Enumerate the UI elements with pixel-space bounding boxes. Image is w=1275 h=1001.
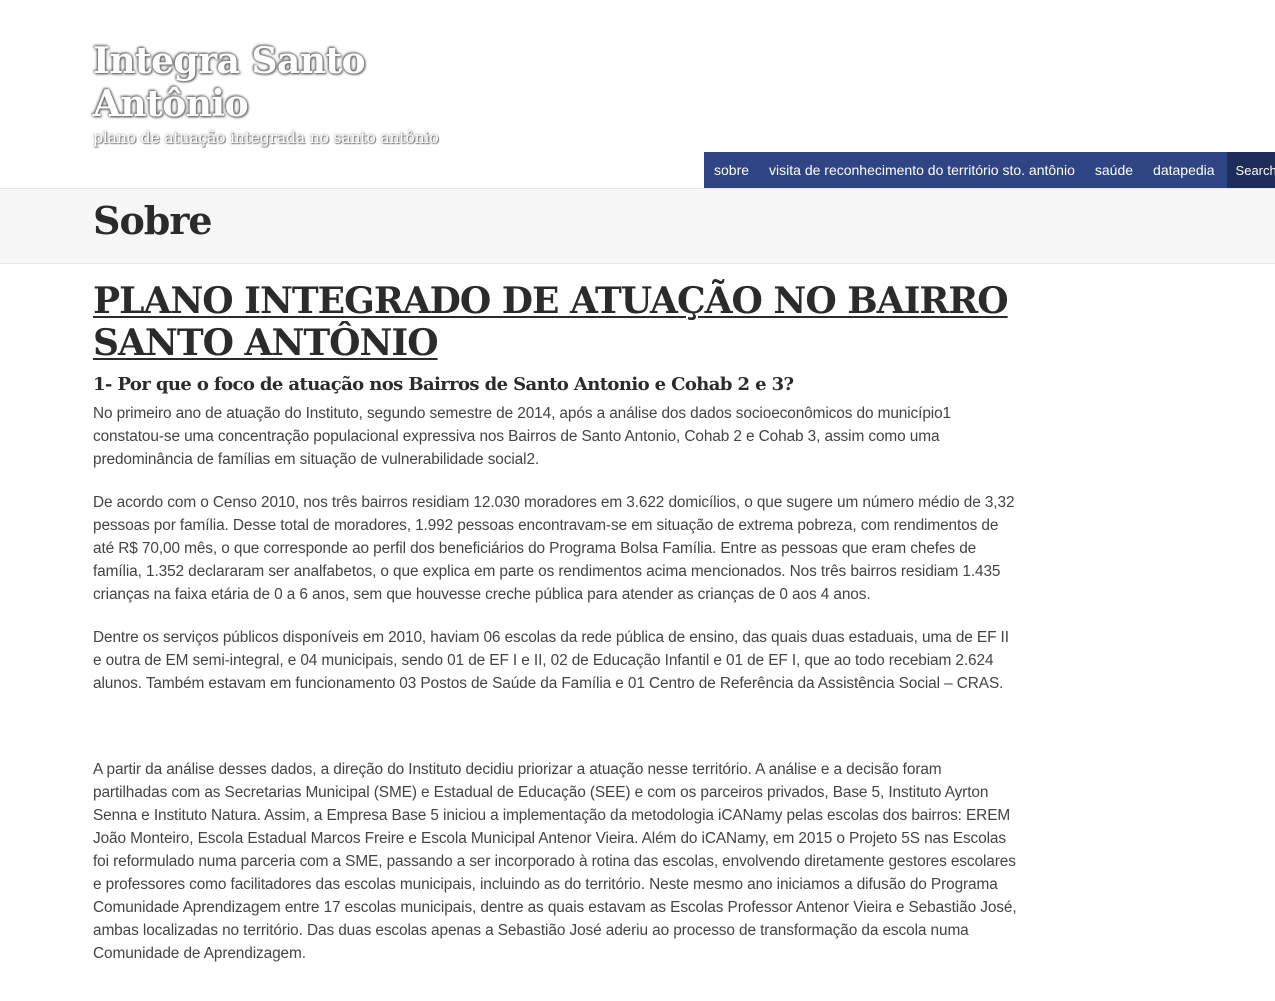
article-subheading: 1- Por que o foco de atuação nos Bairros de Santo Antonio e Cohab 2 e 3? [93,374,794,395]
article-paragraph-3: Dentre os serviços públicos disponíveis em 2010, haviam 06 escolas da rede pública de ensino, das quais duas estaduais, uma de EF II e outra de EM semi-integral, e 04 municipais, sendo 01 de EF I e II, 02 de Educação Infantil e 01 de EF I, que ao todo recebiam 2.624 alunos. Também estavam em funcionamento 03 Postos de Saúde da Família e 01 Centro de Referência da Assistência Social – CRAS. [93,629,1009,692]
site-header [0,0,1275,188]
search-input[interactable] [1236,163,1275,178]
article-paragraph-2: De acordo com o Censo 2010, nos três bairros residiam 12.030 moradores em 3.622 domicílios, o que sugere um número médio de 3,32 pessoas por família. Desse total de moradores, 1.992 pessoas encontravam-se em situação de extrema pobreza, com rendimentos de até R$ 70,00 mês, o que corresponde ao perfil dos beneficiários do Programa Bolsa Família. Entre as pessoas que eram chefes de família, 1.352 declararam ser analfabetos, o que explica em parte os rendimentos acima mencionados. Nos três bairros residiam 1.435 crianças na faixa etária de 0 a 6 anos, sem que houvesse creche pública para atender as crianças de 0 aos 4 anos. [93,494,1015,603]
search-box[interactable] [1227,152,1275,188]
empty-paragraph [93,715,1018,738]
article-paragraph-1: No primeiro ano de atuação do Instituto, segundo semestre de 2014, após a análise dos dados socioeconômicos do município1 constatou-se uma concentração populacional expressiva nos Bairros de Santo Antonio, Cohab 2 e Cohab 3, assim como uma predominância de famílias em situação de vulnerabilidade social2. [93,405,952,468]
article-content [93,280,1018,985]
site-title[interactable] [93,40,393,126]
main-navigation [704,152,1275,188]
page-title-band [0,188,1275,264]
nav-item-sobre[interactable]: sobre [714,162,750,178]
nav-item-visita-territorio[interactable]: visita de reconhecimento do território sto. antônio [769,162,1075,178]
article-heading: PLANO INTEGRADO DE ATUAÇÃO NO BAIRRO SANTO ANTÔNIO [93,280,1008,364]
site-title-line-2[interactable]: Antônio [93,83,249,125]
nav-item-saude[interactable]: saúde [1094,162,1134,178]
site-title-line-1[interactable]: Integra Santo [93,40,366,82]
nav-item-datapedia[interactable]: datapedia [1153,162,1215,178]
site-tagline: plano de atuação integrada no santo antônio [93,128,439,147]
article-paragraph-4: A partir da análise desses dados, a direção do Instituto decidiu priorizar a atuação nesse território. A análise e a decisão foram partilhadas com as Secretarias Municipal (SME) e Estadual de Educação (SEE) e com os parceiros privados, Base 5, Instituto Ayrton Senna e Instituto Natura. Assim, a Empresa Base 5 iniciou a implementação da metodologia iCANamy pelas escolas dos bairros: EREM João Monteiro, Escola Estadual Marcos Freire e Escola Municipal Antenor Vieira. Além do iCANamy, em 2015 o Projeto 5S nas Escolas foi reformulado numa parceria com a SME, passando a ser incorporado à rotina das escolas, envolvendo diretamente gestores escolares e professores como facilitadores das escolas municipais, incluindo as do território. Neste mesmo ano iniciamos a difusão do Programa Comunidade Aprendizagem entre 17 escolas municipais, dentre as quais estavam as Escolas Professor Antenor Vieira e Sebastião José, ambas localizadas no território. Das duas escolas apenas a Sebastião José aderiu ao processo de transformação da escola numa Comunidade de Aprendizagem. [93,761,1017,962]
page-title: Sobre [93,198,212,243]
